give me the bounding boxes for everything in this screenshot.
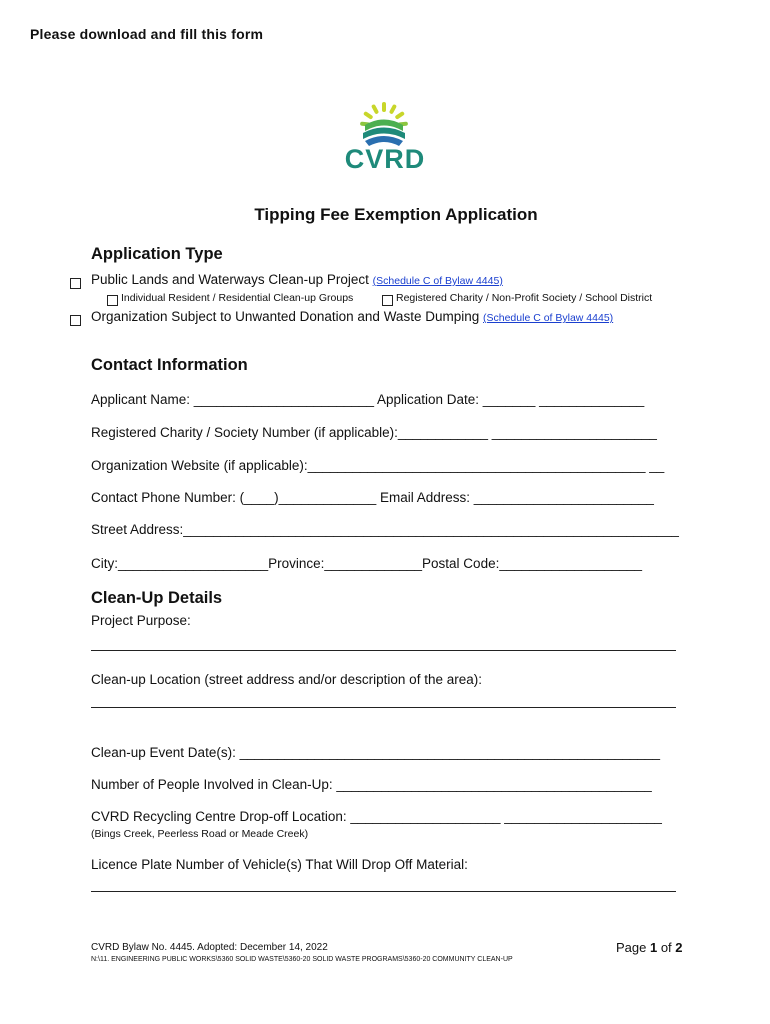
street-address-field[interactable]: Street Address:__________________________________________________________________ (91, 522, 679, 537)
schedule-c-link-2[interactable]: (Schedule C of Bylaw 4445) (483, 312, 614, 324)
sub-individual-label: Individual Resident / Residential Clean-up Groups (121, 292, 354, 304)
charity-number-field[interactable]: Registered Charity / Society Number (if applicable):____________ ______________________ (91, 425, 657, 440)
website-field[interactable]: Organization Website (if applicable):_____________________________________________ __ (91, 458, 665, 473)
dropoff-location-field[interactable]: CVRD Recycling Centre Drop-off Location: ____________________ _____________________ (91, 809, 662, 824)
page-total: 2 (675, 940, 683, 955)
city-province-postal-field[interactable]: City:____________________Province:_____________Postal Code:___________________ (91, 556, 642, 571)
dropoff-location-note: (Bings Creek, Peerless Road or Meade Creek) (91, 828, 309, 840)
contact-heading: Contact Information (91, 356, 248, 374)
page-of: of (657, 940, 676, 955)
option-public-lands-checkbox[interactable] (70, 276, 81, 294)
option-organization-checkbox[interactable] (70, 313, 81, 331)
footer-bylaw: CVRD Bylaw No. 4445. Adopted: December 14, 2022 (91, 942, 328, 953)
option-public-lands (91, 272, 503, 287)
cleanup-heading: Clean-Up Details (91, 589, 223, 607)
page-title: Tipping Fee Exemption Application (254, 205, 538, 224)
application-type-heading: Application Type (91, 245, 223, 263)
cleanup-location-label: Clean-up Location (street address and/or description of the area): (91, 672, 482, 687)
option-public-lands-label: Public Lands and Waterways Clean-up Project (91, 272, 369, 287)
page-prefix: Page (616, 940, 650, 955)
event-dates-field[interactable]: Clean-up Event Date(s): ________________________________________________________ (91, 745, 661, 760)
people-involved-field[interactable]: Number of People Involved in Clean-Up: __________________________________________ (91, 777, 652, 792)
licence-plate-label: Licence Plate Number of Vehicle(s) That Will Drop Off Material: (91, 857, 468, 872)
project-purpose-line[interactable] (91, 650, 676, 651)
download-note: Please download and fill this form (30, 26, 264, 42)
project-purpose-label: Project Purpose: (91, 613, 191, 628)
footer-path: N:\11. ENGINEERING PUBLIC WORKS\5360 SOLID WASTE\5360-20 SOLID WASTE PROGRAMS\5360-20 COMMUNITY CLEAN-UP (91, 956, 513, 963)
page-number (616, 940, 683, 955)
option-organization (91, 309, 613, 324)
applicant-name-field[interactable]: Applicant Name: ________________________ Application Date: _______ ______________ (91, 392, 645, 407)
schedule-c-link-1[interactable]: (Schedule C of Bylaw 4445) (372, 275, 503, 287)
option-organization-label: Organization Subject to Unwanted Donation and Waste Dumping (91, 309, 480, 324)
page-current: 1 (649, 940, 658, 955)
cleanup-location-line[interactable] (91, 707, 676, 708)
cvrd-logo (325, 100, 445, 182)
logo-wordmark: CVRD (344, 144, 426, 174)
phone-email-field[interactable]: Contact Phone Number: (____)_____________ Email Address: ________________________ (91, 490, 654, 505)
licence-plate-line[interactable] (91, 891, 676, 892)
sub-charity-label: Registered Charity / Non-Profit Society / School District (396, 292, 653, 304)
